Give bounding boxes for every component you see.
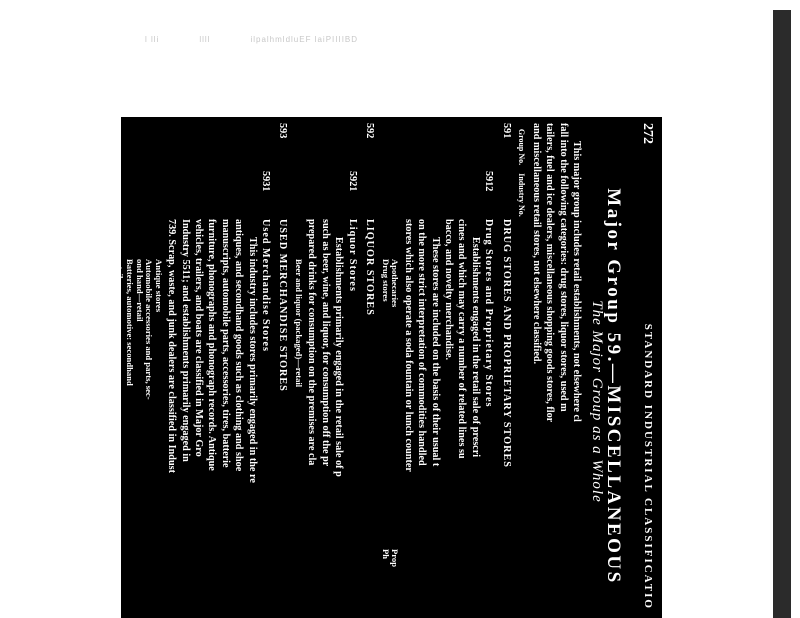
list-item: Ph: [77, 549, 88, 560]
list-item: Prop: [390, 549, 401, 567]
industry-number: 5912: [483, 171, 495, 192]
page-title: Major Group 59.—MISCELLANEOUS: [603, 188, 624, 585]
list-item: Clothing, secondhand—retail: [86, 259, 97, 367]
body-line: manuscripts, automobile parts, accessories, tires, batterie: [219, 219, 231, 468]
list-item: Drug stores: [380, 259, 391, 302]
section-heading: Drug Stores and Proprietary Stores: [483, 219, 495, 408]
industry-number: 5931: [260, 171, 272, 192]
entry-row: [19, 123, 272, 610]
running-header: [636, 123, 658, 610]
entries-list: [19, 123, 513, 610]
body-line: bacco, and novelty merchandise.: [442, 219, 454, 361]
body-line: antiques, and secondhand goods such as clothing and shoe: [233, 219, 245, 472]
group-number: [19, 123, 272, 171]
list-item: retail: [115, 259, 126, 279]
intro-paragraph: [530, 123, 584, 610]
list-item: Junk shops (dealing in secondhand: [38, 259, 49, 388]
body-line: on the more strict interpretation of commodities handled: [416, 219, 428, 466]
col-header-industry: Industry No.: [516, 173, 526, 217]
scan-artifact-1: l lli: [145, 34, 160, 44]
list-item: Lumber, used only—retail: [19, 259, 30, 356]
list-item: Home furnishings, antique—retail: [57, 259, 68, 385]
intro-line: and miscellaneous retail stores, not elsewhere classified.: [530, 123, 542, 365]
list-item: Batteries, automotive: secondhand: [125, 259, 136, 386]
intro-line: fall into the following categories: drug stores, liquor stores, used m: [557, 123, 569, 412]
page-number: 272: [639, 123, 655, 144]
intro-line: This major group includes retail establishments, not elsewhere cl: [571, 141, 583, 422]
list-item: Se: [48, 549, 59, 558]
entry-content: [380, 219, 495, 610]
section-heading: Liquor Stores: [346, 219, 358, 292]
list-item: Jewelry, secondhand—retail: [48, 259, 59, 363]
list-item: Sh: [57, 549, 68, 559]
body-line: cines and which may carry a number of related lines su: [456, 219, 468, 459]
body-line: furniture, phonographs and phonograph records. Antique: [206, 219, 218, 471]
item-list-right: [19, 549, 105, 610]
entry-content: [276, 219, 289, 610]
list-item: Apothecaries: [390, 259, 401, 308]
industry-number: 5921: [346, 171, 358, 192]
entry-row: [294, 123, 359, 610]
list-item: Automobile accessories and parts, sec-: [144, 259, 155, 400]
col-header-group: Group No.: [516, 128, 526, 166]
group-number: 592: [364, 123, 376, 139]
entry-row: [363, 123, 376, 610]
body-line: prepared drinks for consumption on the premises are cla: [306, 219, 318, 466]
group-number: [294, 123, 359, 171]
rotated-content: [19, 117, 662, 618]
list-item: Furniture stores, secondhand—retail: [67, 259, 78, 395]
industry-number: [276, 171, 289, 219]
list-item: T: [19, 549, 30, 555]
group-number: 593: [277, 123, 289, 139]
entry-row: [380, 123, 495, 610]
body-line: Industry 5511; and establishments primarily engaged in: [179, 219, 191, 462]
scan-artifact-header: [145, 32, 505, 46]
list-item: ond hand—retail: [134, 259, 145, 322]
list-item: S: [38, 549, 49, 554]
industry-number: [499, 171, 512, 219]
list-item: Ph: [86, 549, 97, 560]
list-item: Antique stores: [153, 259, 164, 313]
body-line: This industry includes stores primarily engaged in the re: [246, 237, 258, 483]
body-line: These stores are included on the basis of their usual t: [429, 237, 441, 467]
list-item: Ti: [29, 549, 40, 557]
body-line: vehicles, trailers, and boats are classified in Major Gro: [193, 219, 205, 457]
list-item: Ph: [380, 549, 391, 560]
list-item: Mus: [96, 549, 107, 566]
scan-artifact-3: ilpalhmldluEF laiPIIIIBD: [250, 34, 359, 44]
body-line: such as beer, wine, and liquor, for consumption off the pr: [319, 219, 331, 467]
section-heading: Used Merchandise Stores: [260, 219, 272, 352]
body-line: stores which also operate a soda fountain or lunch counter: [402, 219, 414, 472]
industry-number: [363, 171, 376, 219]
group-number: 591: [500, 123, 512, 139]
entry-content: [19, 219, 272, 610]
scanned-page: [19, 117, 662, 618]
entry-row: [276, 123, 289, 610]
body-line: Establishments primarily engaged in the retail sale of p: [333, 237, 345, 477]
scan-artifact-2: llll: [199, 34, 211, 44]
group-number: [380, 123, 495, 171]
section-heading: DRUG STORES AND PROPRIETARY STORES: [500, 219, 512, 468]
entry-content: [499, 219, 512, 610]
list-item: Pa: [67, 549, 78, 559]
running-head: STANDARD INDUSTRIAL CLASSIFICATIO: [641, 323, 654, 610]
body-line: 739. Scrap, waste, and junk dealers are classified in Indust: [166, 219, 178, 473]
body-line: Establishments engaged in the retail sale of prescri: [469, 237, 481, 458]
entry-content: [363, 219, 376, 610]
column-headers: [517, 123, 526, 610]
list-item: merchandise): [29, 259, 40, 309]
page-subtitle: The Major Group as a Whole: [588, 300, 605, 503]
list-item: Beer and liquor (packaged)—retail: [294, 259, 305, 388]
list-item: Book stores, secondhand—retail: [105, 259, 116, 378]
section-heading: LIQUOR STORES: [364, 219, 376, 316]
intro-line: tailers, fuel and ice dealers, miscellaneous shopping goods stores, flor: [544, 123, 556, 423]
scrollbar[interactable]: [773, 10, 791, 618]
entry-content: [294, 219, 359, 610]
item-list: [294, 259, 304, 610]
section-heading: USED MERCHANDISE STORES: [277, 219, 289, 392]
list-item: Furniture, antique—retail: [77, 259, 88, 356]
list-item: Building materials, used—retail: [96, 259, 107, 377]
item-list-right: [380, 549, 399, 610]
entry-row: [499, 123, 512, 610]
